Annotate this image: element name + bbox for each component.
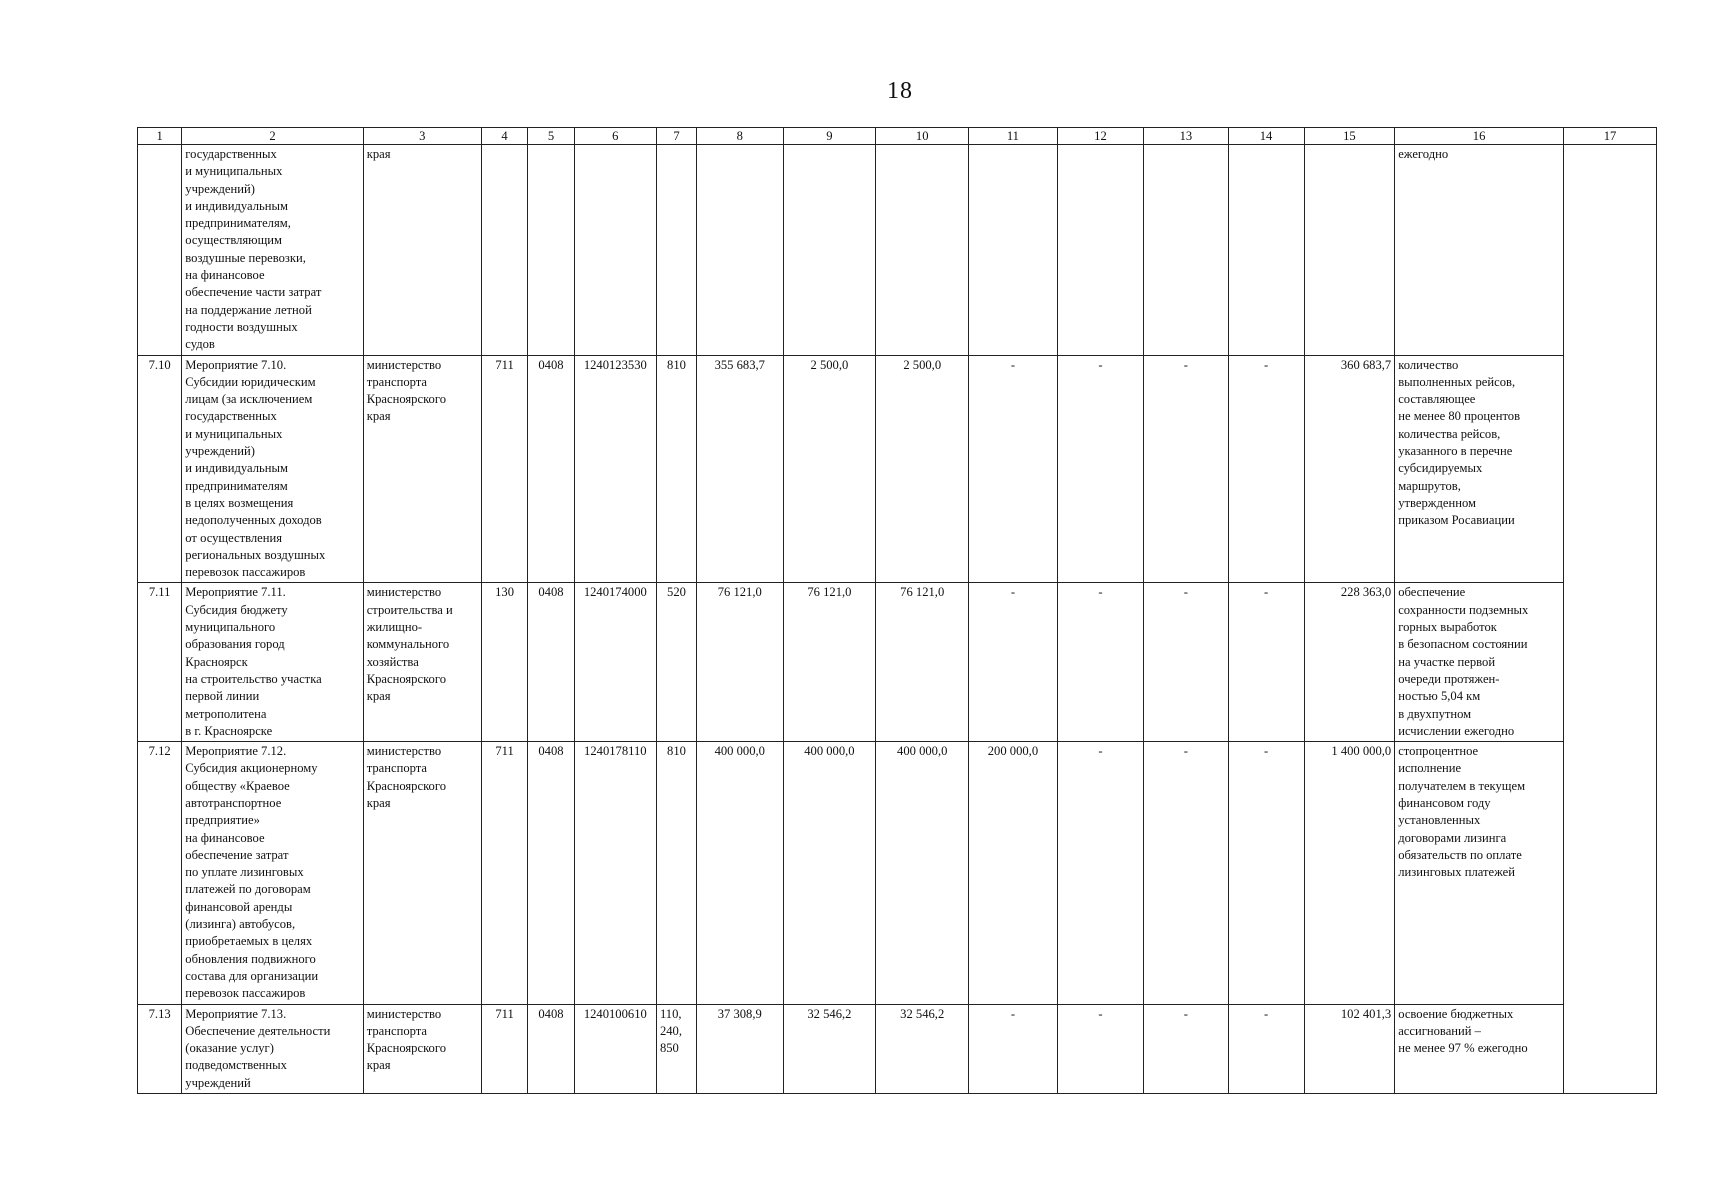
amount-total	[1304, 145, 1395, 356]
amount-col8: 76 121,0	[697, 583, 783, 742]
amount-col14: -	[1228, 742, 1304, 1004]
amount-col12: -	[1057, 1004, 1143, 1093]
col-header: 14	[1228, 128, 1304, 145]
grbs-code: 711	[481, 742, 527, 1004]
amount-col9: 76 121,0	[783, 583, 876, 742]
col-header: 13	[1144, 128, 1228, 145]
amount-col13	[1144, 145, 1228, 356]
amount-col9	[783, 145, 876, 356]
amount-col8: 37 308,9	[697, 1004, 783, 1093]
amount-col13: -	[1144, 355, 1228, 583]
target-article	[574, 145, 656, 356]
expected-result: ежегодно	[1395, 145, 1564, 356]
table-row	[138, 1004, 1657, 1093]
grbs-code	[481, 145, 527, 356]
col-header: 16	[1395, 128, 1564, 145]
executor: министерство транспорта Красноярского края	[363, 355, 481, 583]
amount-col8: 400 000,0	[697, 742, 783, 1004]
activities-table	[137, 127, 1657, 1094]
amount-col12: -	[1057, 742, 1143, 1004]
amount-col13: -	[1144, 583, 1228, 742]
executor: министерство строительства и жилищно- коммунального хозяйства Красноярского края	[363, 583, 481, 742]
amount-col8	[697, 145, 783, 356]
col-header: 12	[1057, 128, 1143, 145]
expense-type	[656, 145, 696, 356]
expense-type: 810	[656, 742, 696, 1004]
expense-type: 810	[656, 355, 696, 583]
amount-col11: -	[969, 355, 1058, 583]
activity-name: Мероприятие 7.13. Обеспечение деятельности (оказание услуг) подведомственных учреждений	[182, 1004, 363, 1093]
header-row	[138, 128, 1657, 145]
amount-col14: -	[1228, 1004, 1304, 1093]
table-row	[138, 742, 1657, 1004]
executor: края	[363, 145, 481, 356]
amount-col12: -	[1057, 355, 1143, 583]
target-article: 1240174000	[574, 583, 656, 742]
col-header: 8	[697, 128, 783, 145]
col-header: 11	[969, 128, 1058, 145]
amount-col10	[876, 145, 969, 356]
grbs-code: 130	[481, 583, 527, 742]
amount-col10: 32 546,2	[876, 1004, 969, 1093]
row-number: 7.10	[138, 355, 182, 583]
amount-col9: 400 000,0	[783, 742, 876, 1004]
amount-col11	[969, 145, 1058, 356]
amount-col11: 200 000,0	[969, 742, 1058, 1004]
row-number: 7.13	[138, 1004, 182, 1093]
executor: министерство транспорта Красноярского края	[363, 742, 481, 1004]
col-header: 6	[574, 128, 656, 145]
amount-col12: -	[1057, 583, 1143, 742]
col-header: 2	[182, 128, 363, 145]
amount-col12	[1057, 145, 1143, 356]
section-code: 0408	[528, 355, 574, 583]
amount-col9: 32 546,2	[783, 1004, 876, 1093]
col-header: 4	[481, 128, 527, 145]
col-header: 5	[528, 128, 574, 145]
row-number: 7.11	[138, 583, 182, 742]
table-row	[138, 355, 1657, 583]
page-number: 18	[887, 78, 913, 104]
amount-col13: -	[1144, 742, 1228, 1004]
expected-result: обеспечение сохранности подземных горных выработок в безопасном состоянии на участке первой очереди протяжен- ностью 5,04 км в двухпутном исчислении ежегодно	[1395, 583, 1564, 742]
amount-col14: -	[1228, 355, 1304, 583]
amount-col11: -	[969, 583, 1058, 742]
amount-col8: 355 683,7	[697, 355, 783, 583]
col-header: 7	[656, 128, 696, 145]
amount-col10: 2 500,0	[876, 355, 969, 583]
amount-total: 1 400 000,0	[1304, 742, 1395, 1004]
executor: министерство транспорта Красноярского края	[363, 1004, 481, 1093]
amount-col14	[1228, 145, 1304, 356]
expected-result: стопроцентное исполнение получателем в текущем финансовом году установленных договорами лизинга обязательств по оплате лизинговых платежей	[1395, 742, 1564, 1004]
section-code	[528, 145, 574, 356]
table-row	[138, 145, 1657, 356]
amount-col9: 2 500,0	[783, 355, 876, 583]
activity-name: Мероприятие 7.11. Субсидия бюджету муниципального образования город Красноярск на строительство участка первой линии метрополитена в г. Красноярске	[182, 583, 363, 742]
target-article: 1240100610	[574, 1004, 656, 1093]
col-header: 10	[876, 128, 969, 145]
row-number	[138, 145, 182, 356]
activity-name: Мероприятие 7.12. Субсидия акционерному обществу «Краевое автотранспортное предприятие» на финансовое обеспечение затрат по уплате лизинговых платежей по договорам финансовой аренды (лизинга) автобусов, приобретаемых в целях обновления подвижного состава для организации перевозок пассажиров	[182, 742, 363, 1004]
expected-result: освоение бюджетных ассигнований – не менее 97 % ежегодно	[1395, 1004, 1564, 1093]
table-row	[138, 583, 1657, 742]
expected-result: количество выполненных рейсов, составляющее не менее 80 процентов количества рейсов, указанного в перечне субсидируемых маршрутов, утвержденном приказом Росавиации	[1395, 355, 1564, 583]
amount-col11: -	[969, 1004, 1058, 1093]
amount-col14: -	[1228, 583, 1304, 742]
section-code: 0408	[528, 583, 574, 742]
row-number: 7.12	[138, 742, 182, 1004]
col-header: 1	[138, 128, 182, 145]
grbs-code: 711	[481, 355, 527, 583]
amount-total: 228 363,0	[1304, 583, 1395, 742]
section-code: 0408	[528, 1004, 574, 1093]
amount-col10: 76 121,0	[876, 583, 969, 742]
activity-name: Мероприятие 7.10. Субсидии юридическим лицам (за исключением государственных и муниципальных учреждений) и индивидуальным предпринимателям в целях возмещения недополученных доходов от осуществления региональных воздушных перевозок пассажиров	[182, 355, 363, 583]
amount-total: 102 401,3	[1304, 1004, 1395, 1093]
section-code: 0408	[528, 742, 574, 1004]
col-header: 3	[363, 128, 481, 145]
col17-cell	[1563, 145, 1656, 1094]
expense-type: 110, 240, 850	[656, 1004, 696, 1093]
expense-type: 520	[656, 583, 696, 742]
amount-col10: 400 000,0	[876, 742, 969, 1004]
target-article: 1240123530	[574, 355, 656, 583]
amount-col13: -	[1144, 1004, 1228, 1093]
activity-name: государственных и муниципальных учреждений) и индивидуальным предпринимателям, осуществляющим воздушные перевозки, на финансовое обеспечение части затрат на поддержание летной годности воздушных судов	[182, 145, 363, 356]
target-article: 1240178110	[574, 742, 656, 1004]
grbs-code: 711	[481, 1004, 527, 1093]
amount-total: 360 683,7	[1304, 355, 1395, 583]
col-header: 9	[783, 128, 876, 145]
col-header: 15	[1304, 128, 1395, 145]
col-header: 17	[1563, 128, 1656, 145]
